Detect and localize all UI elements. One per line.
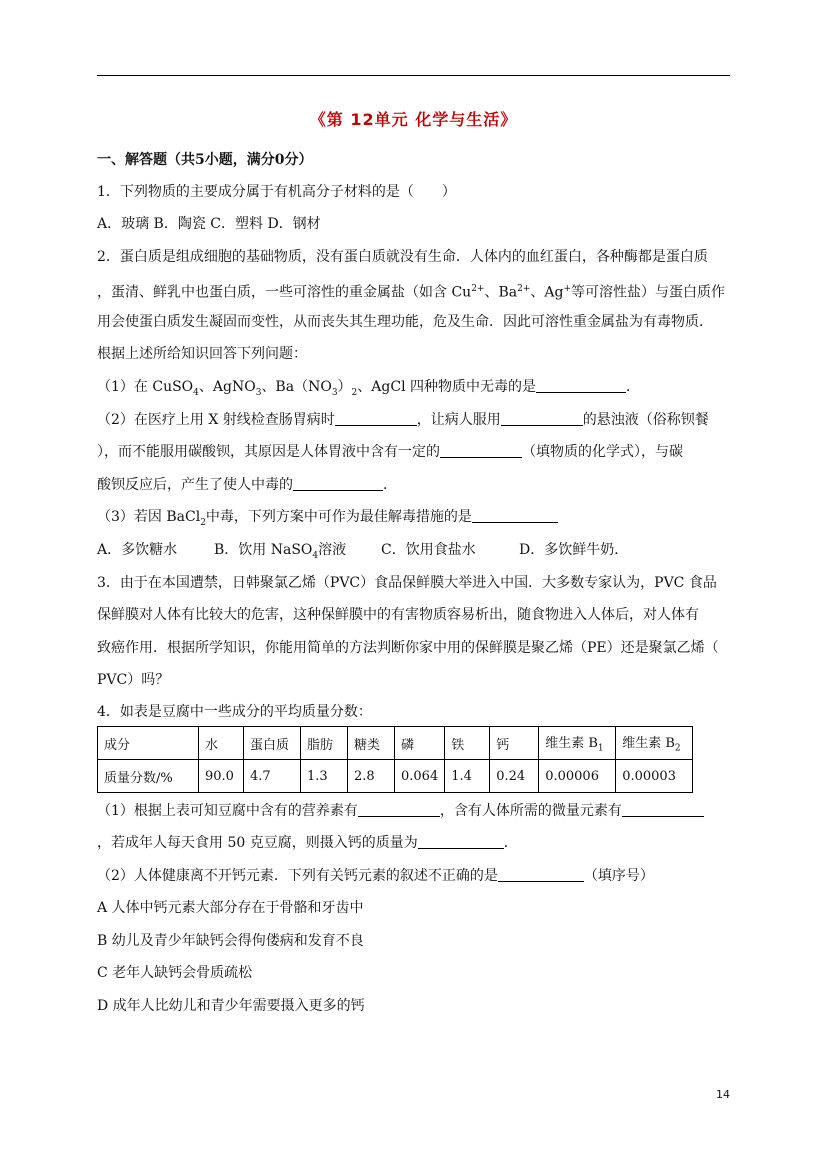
q4-option-b: B 幼儿及青少年缺钙会得佝偻病和发育不良: [97, 933, 364, 949]
table-header-row: [98, 727, 693, 760]
option-d: D．多饮鲜牛奶．: [519, 542, 629, 558]
option-b: B．饮用 NaSO$_4$溶液: [214, 542, 347, 561]
q4-sub2: （2）人体健康离不开钙元素．下列有关钙元素的叙述不正确的是 （填序号）: [97, 868, 654, 884]
table-cell: 质量分数/%: [98, 760, 199, 793]
table-cell: 磷: [395, 727, 445, 760]
table-cell: 成分: [98, 727, 199, 760]
document-title: 《第 12单元 化学与生活》: [309, 110, 518, 129]
q4-option-d: D 成年人比幼儿和青少年需要摄入更多的钙: [97, 998, 365, 1014]
q3-line-4: PVC）吗？: [97, 672, 170, 688]
table-cell: 4.7: [244, 760, 301, 793]
q2-paragraph-line-2: ，蛋清、鲜乳中也蛋白质，一些可溶性的重金属盐（如含 $Cu^{2+}$、$Ba^{2+}$、Ag+等可溶性盐）与蛋白质作: [97, 284, 726, 301]
answer-blank[interactable]: [293, 476, 383, 491]
table-cell: 0.00006: [539, 760, 616, 793]
q4-option-a: A 人体中钙元素大部分存在于骨骼和牙齿中: [97, 900, 364, 916]
header-rule: [97, 75, 730, 76]
table-cell: 脂肪: [301, 727, 348, 760]
answer-blank[interactable]: [622, 802, 704, 817]
table-cell: 1.4: [445, 760, 490, 793]
q2-sub3-options: [97, 541, 628, 565]
q4-option-c: C 老年人缺钙会骨质疏松: [97, 965, 253, 981]
page-number: 14: [716, 1088, 730, 1101]
q3-line-3: 致癌作用．根据所学知识，你能用简单的方法判断你家中用的保鲜膜是聚乙烯（PE）还是聚氯乙烯（: [97, 640, 719, 656]
q1-options: A．玻璃 B．陶瓷 C．塑料 D．钢材: [97, 216, 321, 232]
table-cell: 维生素 $B_2$: [616, 727, 693, 760]
q3-line-1: 3．由于在本国遭禁，日韩聚氯乙烯（PVC）食品保鲜膜大举进入中国．大多数专家认为，PVC 食品: [97, 575, 717, 591]
table-cell: 0.00003: [616, 760, 693, 793]
option-a: A．多饮糖水: [97, 542, 178, 558]
table-cell: 0.24: [490, 760, 539, 793]
q2-paragraph-line-4: 根据上述所给知识回答下列问题：: [97, 346, 307, 362]
q2-sub2-line-1: （2）在医疗上用 X 射线检查肠胃病时 ，让病人服用 的悬浊液（俗称钡餐: [97, 412, 709, 428]
answer-blank[interactable]: [418, 834, 504, 849]
answer-blank[interactable]: [472, 508, 558, 523]
table-row: [98, 760, 693, 793]
table-cell: 糖类: [348, 727, 395, 760]
table-cell: 维生素 $B_1$: [539, 727, 616, 760]
q4-sub1-line-1: （1）根据上表可知豆腐中含有的营养素有 ，含有人体所需的微量元素有: [97, 802, 704, 820]
answer-blank[interactable]: [498, 867, 584, 882]
table-cell: 0.064: [395, 760, 445, 793]
q2-sub2-line-3: 酸钡反应后，产生了使人中毒的 ．: [97, 477, 397, 493]
q2-sub1: （1）在 CuSO$_4$、AgNO$_3$、$Ba(NO_3)_2$、AgCl 四种物质中无毒的是 ．: [97, 379, 640, 398]
table-cell: 铁: [445, 727, 490, 760]
answer-blank[interactable]: [501, 411, 583, 426]
table-cell: 2.8: [348, 760, 395, 793]
table-cell: 90.0: [199, 760, 244, 793]
table-cell: 1.3: [301, 760, 348, 793]
q4-stem: 4．如表是豆腐中一些成分的平均质量分数：: [97, 704, 372, 720]
q1-stem: 1．下列物质的主要成分属于有机高分子材料的是（ ）: [97, 184, 456, 200]
section-heading: 一、解答题（共5小题，满分0分）: [97, 152, 313, 168]
answer-blank[interactable]: [536, 378, 626, 393]
q3-line-2: 保鲜膜对人体有比较大的危害，这种保鲜膜中的有害物质容易析出，随食物进入人体后，对人体有: [97, 607, 699, 623]
q2-paragraph-line-3: 用会使蛋白质发生凝固而变性，从而丧失其生理功能，危及生命．因此可溶性重金属盐为有毒物质．: [97, 314, 713, 330]
q2-paragraph-line-1: 2．蛋白质是组成细胞的基础物质，没有蛋白质就没有生命．人体内的血红蛋白，各种酶都是蛋白质: [97, 249, 708, 265]
q4-sub1-line-2: ，若成年人每天食用 50 克豆腐，则摄入钙的质量为 ．: [97, 835, 518, 851]
answer-blank[interactable]: [358, 802, 440, 817]
q2-sub3: （3）若因 BaCl$_2$中毒，下列方案中可作为最佳解毒措施的是: [97, 508, 558, 532]
answer-blank[interactable]: [440, 443, 522, 458]
q2-sub2-line-2: ），而不能服用碳酸钡，其原因是人体胃液中含有一定的 （填物质的化学式），与碳: [97, 444, 683, 460]
table-cell: 水: [199, 727, 244, 760]
option-c: C．饮用食盐水: [381, 542, 476, 558]
answer-blank[interactable]: [335, 411, 417, 426]
tofu-composition-table: [97, 726, 693, 793]
table-cell: 钙: [490, 727, 539, 760]
table-cell: 蛋白质: [244, 727, 301, 760]
